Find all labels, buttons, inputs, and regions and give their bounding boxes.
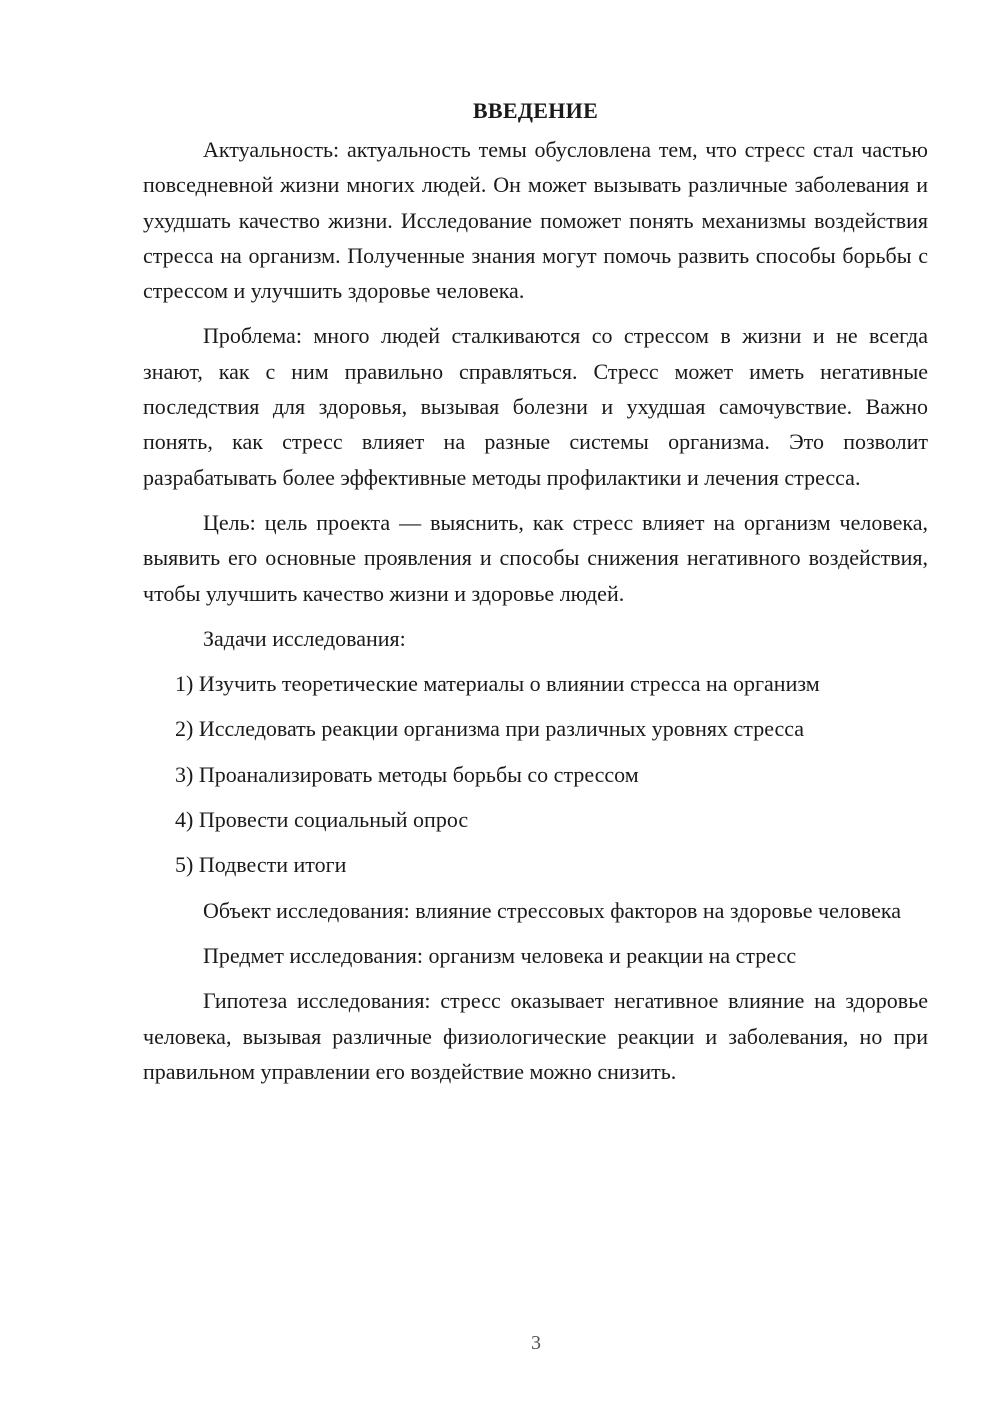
page-number: 3 [531,1332,541,1354]
page-title: ВВЕДЕНИЕ [472,98,599,123]
paragraph-goal: Цель: цель проекта — выяснить, как стресс влияет на организм человека, выявить его основные проявления и способы снижения негативного воздействия, чтобы улучшить качество жизни и здоровье людей. [143,509,928,606]
list-item: 1) Изучить теоретические материалы о влиянии стресса на организм [175,671,820,697]
paragraph-relevance: Актуальность: актуальность темы обусловлена тем, что стресс стал частью повседневной жизни многих людей. Он может вызывать различные заболевания и ухудшать качество жизни. Исследование поможет понять механизмы воздействия стресса на организм. Полученные знания могут помочь развить способы борьбы с стрессом и улучшить здоровье человека. [143,137,928,304]
paragraph-problem: Проблема: много людей сталкиваются со стрессом в жизни и не всегда знают, как с ним правильно справляться. Стресс может иметь негативные последствия для здоровья, вызывая болезни и ухудшая самочувствие. Важно понять, как стресс влияет на разные системы организма. Это позволит разрабатывать более эффективные методы профилактики и лечения стресса. [143,323,928,490]
tasks-heading: Задачи исследования: [203,625,406,651]
list-item: 4) Провести социальный опрос [175,807,469,833]
list-item: 5) Подвести итоги [175,852,347,878]
paragraph-object: Объект исследования: влияние стрессовых факторов на здоровье человека [203,897,902,923]
document-page [143,96,928,1099]
tasks-list [143,666,928,882]
list-item: 3) Проанализировать методы борьбы со стрессом [175,761,639,787]
paragraph-hypothesis: Гипотеза исследования: стресс оказывает негативное влияние на здоровье человека, вызывая различные физиологические реакции и заболевания, но при правильном управлении его воздействие можно снизить. [143,988,928,1084]
list-item: 2) Исследовать реакции организма при различных уровнях стресса [175,716,805,742]
paragraph-subject: Предмет исследования: организм человека и реакции на стресс [203,942,797,968]
